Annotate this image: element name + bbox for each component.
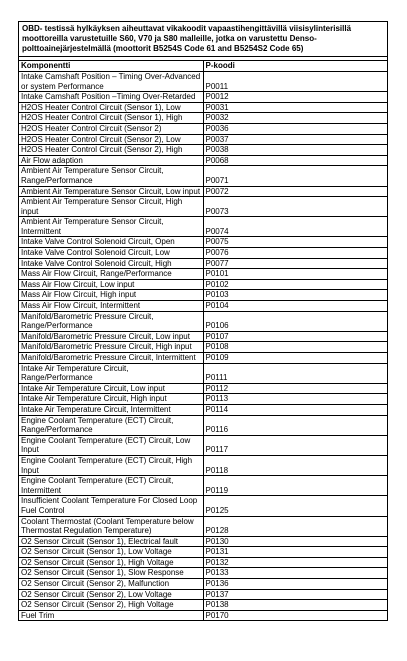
component-cell: Insufficient Coolant Temperature For Closed Loop Fuel Control (19, 496, 204, 516)
table-row (19, 394, 388, 405)
p-code-cell: P0113 (203, 394, 388, 405)
component-cell: Manifold/Barometric Pressure Circuit, Intermittent (19, 353, 204, 364)
p-code-cell: P0101 (203, 269, 388, 280)
component-cell: Mass Air Flow Circuit, High input (19, 290, 204, 301)
component-cell: O2 Sensor Circuit (Sensor 2), Malfunction (19, 579, 204, 590)
obd-code-table (18, 21, 388, 621)
p-code-cell: P0125 (203, 496, 388, 516)
component-cell: Mass Air Flow Circuit, Range/Performance (19, 269, 204, 280)
p-code-cell: P0075 (203, 237, 388, 248)
p-code-cell: P0038 (203, 145, 388, 156)
p-code-cell: P0117 (203, 435, 388, 455)
p-code-cell: P0037 (203, 134, 388, 145)
p-code-cell: P0111 (203, 363, 388, 383)
table-row (19, 342, 388, 353)
component-cell: H2OS Heater Control Circuit (Sensor 2), High (19, 145, 204, 156)
table-row (19, 102, 388, 113)
table-row (19, 92, 388, 103)
component-cell: O2 Sensor Circuit (Sensor 2), High Voltage (19, 600, 204, 611)
p-code-cell: P0133 (203, 568, 388, 579)
p-code-cell: P0103 (203, 290, 388, 301)
table-row (19, 311, 388, 331)
table-row (19, 217, 388, 237)
table-row (19, 134, 388, 145)
table-row (19, 610, 388, 621)
component-cell: Coolant Thermostat (Coolant Temperature below Thermostat Regulation Temperature) (19, 516, 204, 536)
p-code-cell: P0072 (203, 186, 388, 197)
p-code-cell: P0119 (203, 476, 388, 496)
table-row (19, 547, 388, 558)
table-row (19, 155, 388, 166)
p-code-cell: P0118 (203, 455, 388, 475)
component-cell: Manifold/Barometric Pressure Circuit, Range/Performance (19, 311, 204, 331)
component-cell: O2 Sensor Circuit (Sensor 1), Slow Response (19, 568, 204, 579)
p-code-cell: P0106 (203, 311, 388, 331)
table-row (19, 71, 388, 91)
table-row (19, 383, 388, 394)
p-code-cell: P0130 (203, 536, 388, 547)
p-code-cell: P0132 (203, 557, 388, 568)
component-cell: Intake Valve Control Solenoid Circuit, Low (19, 248, 204, 259)
table-row (19, 404, 388, 415)
p-code-cell: P0131 (203, 547, 388, 558)
p-code-cell: P0071 (203, 166, 388, 186)
table-row (19, 536, 388, 547)
component-cell: O2 Sensor Circuit (Sensor 2), Low Voltage (19, 589, 204, 600)
table-row (19, 186, 388, 197)
component-cell: Engine Coolant Temperature (ECT) Circuit, High Input (19, 455, 204, 475)
component-cell: Intake Camshaft Position – Timing Over-Advanced or system Performance (19, 71, 204, 91)
component-cell: Intake Air Temperature Circuit, Intermittent (19, 404, 204, 415)
component-cell: Intake Air Temperature Circuit, High input (19, 394, 204, 405)
component-cell: Manifold/Barometric Pressure Circuit, Low input (19, 331, 204, 342)
component-cell: Intake Air Temperature Circuit, Low input (19, 383, 204, 394)
p-code-cell: P0170 (203, 610, 388, 621)
table-row (19, 579, 388, 590)
p-code-cell: P0104 (203, 301, 388, 312)
table-row (19, 248, 388, 259)
table-row (19, 516, 388, 536)
table-row (19, 600, 388, 611)
p-code-cell: P0074 (203, 217, 388, 237)
component-cell: Air Flow adaption (19, 155, 204, 166)
table-row (19, 269, 388, 280)
component-cell: Ambient Air Temperature Sensor Circuit, Low input (19, 186, 204, 197)
p-code-cell: P0114 (203, 404, 388, 415)
component-cell: Engine Coolant Temperature (ECT) Circuit, Intermittent (19, 476, 204, 496)
component-cell: Engine Coolant Temperature (ECT) Circuit, Low Input (19, 435, 204, 455)
component-cell: Fuel Trim (19, 610, 204, 621)
component-cell: Engine Coolant Temperature (ECT) Circuit, Range/Performance (19, 415, 204, 435)
table-row (19, 301, 388, 312)
table-row (19, 123, 388, 134)
p-code-cell: P0112 (203, 383, 388, 394)
component-cell: Intake Valve Control Solenoid Circuit, Open (19, 237, 204, 248)
p-code-cell: P0108 (203, 342, 388, 353)
component-cell: Mass Air Flow Circuit, Intermittent (19, 301, 204, 312)
table-row (19, 568, 388, 579)
p-code-cell: P0116 (203, 415, 388, 435)
component-cell: O2 Sensor Circuit (Sensor 1), High Voltage (19, 557, 204, 568)
p-code-cell: P0137 (203, 589, 388, 600)
table-row (19, 557, 388, 568)
component-cell: Manifold/Barometric Pressure Circuit, High input (19, 342, 204, 353)
table-row (19, 290, 388, 301)
table-row (19, 237, 388, 248)
component-cell: Ambient Air Temperature Sensor Circuit, Intermittent (19, 217, 204, 237)
table-row (19, 363, 388, 383)
p-code-cell: P0068 (203, 155, 388, 166)
column-header-row (19, 61, 388, 72)
p-code-cell: P0011 (203, 71, 388, 91)
p-code-cell: P0138 (203, 600, 388, 611)
table-row (19, 166, 388, 186)
component-cell: O2 Sensor Circuit (Sensor 1), Low Voltage (19, 547, 204, 558)
component-cell: Intake Air Temperature Circuit, Range/Performance (19, 363, 204, 383)
table-title-row (19, 22, 388, 57)
table-row (19, 197, 388, 217)
table-row (19, 353, 388, 364)
table-row (19, 589, 388, 600)
column-header-component: Komponentti (19, 61, 204, 72)
p-code-cell: P0031 (203, 102, 388, 113)
component-cell: Ambient Air Temperature Sensor Circuit, High input (19, 197, 204, 217)
component-cell: H2OS Heater Control Circuit (Sensor 2), Low (19, 134, 204, 145)
component-cell: Mass Air Flow Circuit, Low input (19, 279, 204, 290)
p-code-cell: P0107 (203, 331, 388, 342)
table-row (19, 258, 388, 269)
table-row (19, 279, 388, 290)
obd-code-table-sheet (18, 21, 388, 621)
p-code-cell: P0012 (203, 92, 388, 103)
p-code-cell: P0136 (203, 579, 388, 590)
p-code-cell: P0032 (203, 113, 388, 124)
component-cell: Ambient Air Temperature Sensor Circuit, Range/Performance (19, 166, 204, 186)
component-cell: H2OS Heater Control Circuit (Sensor 1), High (19, 113, 204, 124)
component-cell: O2 Sensor Circuit (Sensor 1), Electrical fault (19, 536, 204, 547)
p-code-cell: P0077 (203, 258, 388, 269)
column-header-code: P-koodi (203, 61, 388, 72)
p-code-cell: P0073 (203, 197, 388, 217)
table-row (19, 331, 388, 342)
p-code-cell: P0036 (203, 123, 388, 134)
p-code-cell: P0102 (203, 279, 388, 290)
table-row (19, 113, 388, 124)
p-code-cell: P0076 (203, 248, 388, 259)
table-row (19, 496, 388, 516)
p-code-cell: P0109 (203, 353, 388, 364)
table-title: OBD- testissä hylkäyksen aiheuttavat vikakoodit vapaastihengittävillä viisisylinterisillä moottoreilla varustetuille S60, V70 ja S80 malleille, jotka on varustettu Denso-polttoainejärjestelmällä (moottorit B5254S Code 61 and B5254S2 Code 65) (19, 22, 388, 57)
table-row (19, 415, 388, 435)
table-row (19, 455, 388, 475)
p-code-cell: P0128 (203, 516, 388, 536)
table-row (19, 476, 388, 496)
component-cell: H2OS Heater Control Circuit (Sensor 1), Low (19, 102, 204, 113)
table-row (19, 145, 388, 156)
component-cell: Intake Valve Control Solenoid Circuit, High (19, 258, 204, 269)
table-row (19, 435, 388, 455)
component-cell: Intake Camshaft Position –Timing Over-Retarded (19, 92, 204, 103)
component-cell: H2OS Heater Control Circuit (Sensor 2) (19, 123, 204, 134)
